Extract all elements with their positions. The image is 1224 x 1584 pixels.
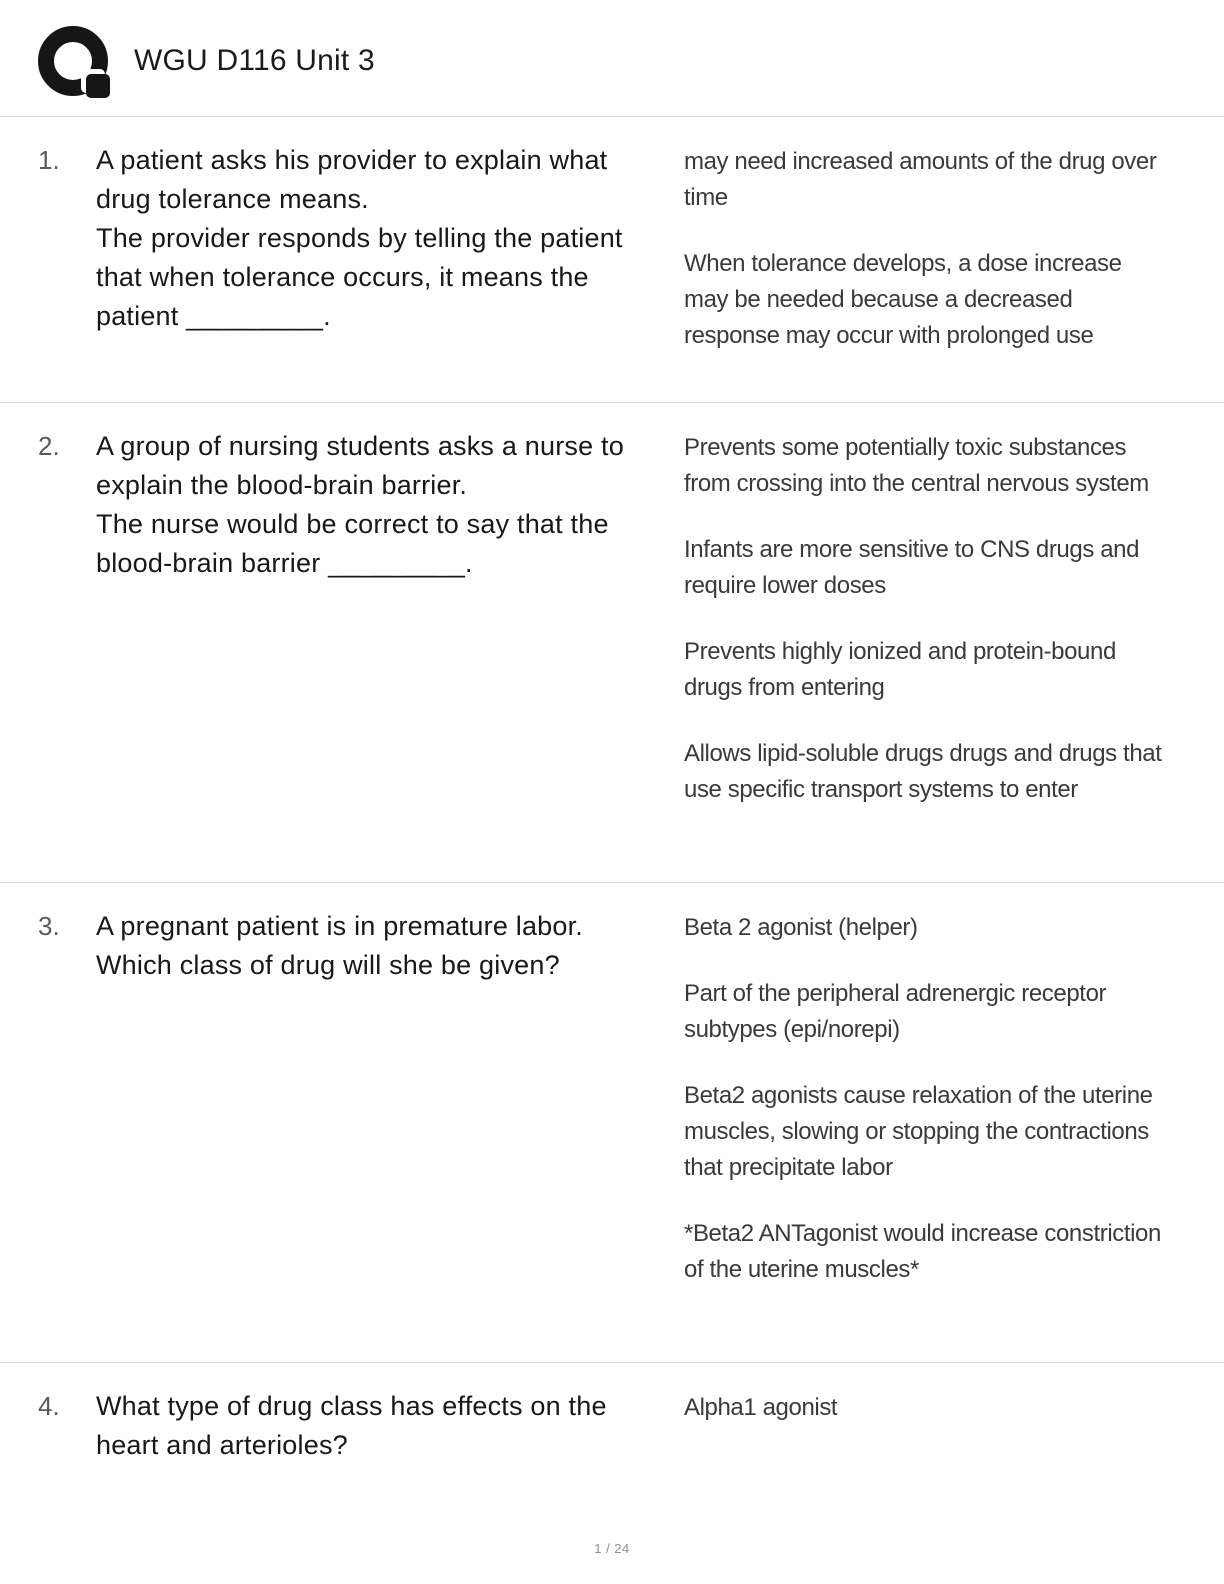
answers — [684, 141, 1166, 354]
question — [96, 907, 684, 985]
answer-paragraph: *Beta2 ANTagonist would increase constriction of the uterine muscles* — [684, 1220, 1161, 1283]
document-header — [0, 0, 1224, 117]
answer-paragraph: Prevents some potentially toxic substances from crossing into the central nervous system — [684, 434, 1149, 497]
question — [96, 1387, 684, 1465]
flashcard-row — [0, 1362, 1224, 1548]
question-paragraph: A pregnant patient is in premature labor. — [96, 911, 584, 941]
page-title: WGU D116 Unit 3 — [134, 44, 375, 77]
question-paragraph: A patient asks his provider to explain what drug tolerance means. — [96, 145, 608, 214]
question-paragraph: The provider responds by telling the patient that when tolerance occurs, it means the patient _________. — [96, 223, 623, 331]
card-number: 1. — [38, 145, 60, 175]
card-number: 4. — [38, 1391, 60, 1421]
question — [96, 141, 684, 336]
answer-paragraph: Beta 2 agonist (helper) — [684, 914, 918, 941]
logo-tail — [86, 74, 110, 98]
answer-paragraph: may need increased amounts of the drug over time — [684, 148, 1157, 211]
answer-paragraph: Beta2 agonists cause relaxation of the uterine muscles, slowing or stopping the contractions that precipitate labor — [684, 1082, 1153, 1181]
answer-paragraph: Allows lipid-soluble drugs drugs and drugs that use specific transport systems to enter — [684, 740, 1162, 803]
quizlet-q-logo-icon — [38, 26, 108, 96]
question-paragraph: A group of nursing students asks a nurse to explain the blood-brain barrier. — [96, 431, 624, 500]
question-paragraph: The nurse would be correct to say that the blood-brain barrier _________. — [96, 509, 609, 578]
answers — [684, 427, 1166, 808]
page-number: 1 / 24 — [594, 1541, 630, 1556]
answer-paragraph: Infants are more sensitive to CNS drugs and require lower doses — [684, 536, 1140, 599]
question-paragraph: Which class of drug will she be given? — [96, 950, 560, 980]
answer-paragraph: Prevents highly ionized and protein-bound drugs from entering — [684, 638, 1116, 701]
card-number: 2. — [38, 431, 60, 461]
answer-paragraph: When tolerance develops, a dose increase may be needed because a decreased response may occur with prolonged use — [684, 250, 1122, 349]
answers — [684, 1387, 1166, 1426]
answers — [684, 907, 1166, 1288]
question — [96, 427, 684, 583]
flashcard-row — [0, 117, 1224, 402]
flashcard-row — [0, 402, 1224, 882]
flashcard-row — [0, 882, 1224, 1362]
card-number: 3. — [38, 911, 60, 941]
answer-paragraph: Part of the peripheral adrenergic receptor subtypes (epi/norepi) — [684, 980, 1107, 1043]
card-list — [0, 117, 1224, 1548]
answer-paragraph: Alpha1 agonist — [684, 1394, 838, 1421]
question-paragraph: What type of drug class has effects on the heart and arterioles? — [96, 1391, 607, 1460]
document-footer — [0, 1540, 1224, 1558]
